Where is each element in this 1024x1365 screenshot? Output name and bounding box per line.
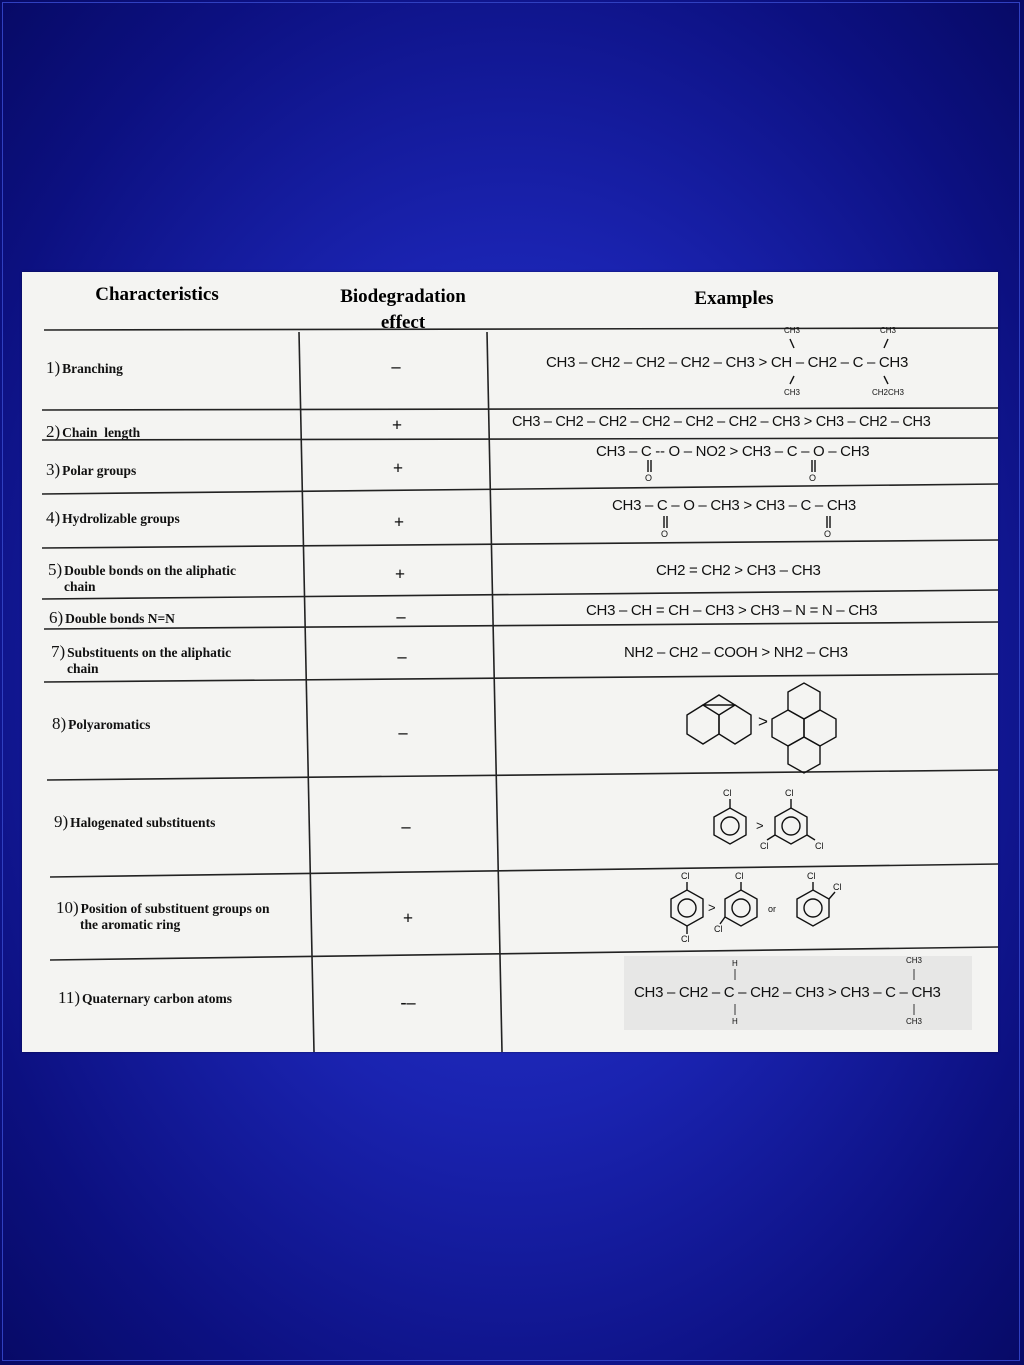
r1-bot-left: CH3 (784, 388, 801, 397)
row-text-2: chain (64, 579, 96, 594)
row-text: Hydrolizable groups (62, 511, 180, 526)
example-row-6: CH3 – CH = CH – CH3 > CH3 – N = N – CH3 (586, 602, 878, 619)
row-4-label (46, 510, 180, 527)
row-text: Position of substituent groups on (80, 901, 270, 916)
r10-cl-5: Cl (807, 871, 816, 881)
row-text-2: chain (67, 661, 99, 676)
example-row-1: CH3 – CH2 – CH2 – CH2 – CH3 > CH – CH2 – C – CH3 (546, 354, 908, 371)
example-row-2: CH3 – CH2 – CH2 – CH2 – CH2 – CH2 – CH3 > CH3 – CH2 – CH3 (512, 414, 931, 430)
header-characteristics: Characteristics (95, 284, 219, 305)
row-text: Halogenated substituents (70, 815, 216, 830)
row-2-label (46, 424, 140, 441)
row-10-label (56, 900, 269, 933)
r1-bot-right: CH2CH3 (872, 388, 905, 397)
row-10-or: or (768, 904, 777, 914)
r9-cl-3: Cl (760, 841, 769, 851)
row-number: 4) (46, 508, 61, 527)
row-5-label (48, 562, 236, 595)
r9-cl-2: Cl (785, 788, 794, 798)
row-number: 8) (52, 714, 67, 733)
row-number: 9) (54, 812, 69, 831)
row-5-effect: + (394, 564, 406, 584)
row-text: Polyaromatics (68, 717, 151, 732)
row-text-2: the aromatic ring (80, 917, 181, 932)
r3-o-right: O (809, 473, 817, 483)
r11-ch3-bot: CH3 (906, 1017, 923, 1026)
row-9-gt: > (756, 818, 764, 833)
row-9-label (54, 814, 215, 831)
scanned-table (22, 272, 998, 1052)
row-number: 2) (46, 422, 61, 441)
r1-top-left: CH3 (784, 326, 801, 335)
row-1-label (46, 360, 123, 377)
r10-cl-3: Cl (735, 871, 744, 881)
row-number: 6) (49, 608, 64, 627)
r11-ch3-top: CH3 (906, 956, 923, 965)
r3-o-left: O (645, 473, 653, 483)
row-3-label (46, 462, 136, 479)
header-examples: Examples (694, 288, 774, 309)
header-effect (318, 284, 488, 336)
r9-cl-4: Cl (815, 841, 824, 851)
example-row-7: NH2 – CH2 – COOH > NH2 – CH3 (624, 644, 848, 661)
row-9-effect: – (401, 816, 411, 836)
example-row-3: CH3 – C -- O – NO2 > CH3 – C – O – CH3 (596, 443, 870, 460)
row-text: Double bonds N=N (65, 611, 175, 626)
row-6-effect: – (396, 606, 406, 626)
row-6-label (49, 610, 175, 627)
example-row-4: CH3 – C – O – CH3 > CH3 – C – CH3 (612, 497, 856, 514)
row-text: Polar groups (62, 463, 137, 478)
row-number: 11) (58, 988, 81, 1007)
row-text: Quaternary carbon atoms (82, 991, 233, 1006)
r10-cl-4: Cl (714, 924, 723, 934)
row-3-effect: + (392, 458, 404, 478)
r1-top-right: CH3 (880, 326, 897, 335)
r4-o-right: O (824, 529, 832, 539)
row-8-label (52, 716, 150, 733)
row-text: Double bonds on the aliphatic (64, 563, 236, 578)
row-1-effect: – (391, 356, 401, 376)
r11-h-bot: H (732, 1017, 738, 1026)
row-number: 10) (56, 898, 79, 917)
row-text: Substituents on the aliphatic (67, 645, 232, 660)
row-number: 1) (46, 358, 61, 377)
r4-o-left: O (661, 529, 669, 539)
row-7-effect: – (397, 646, 407, 666)
row-text: Branching (62, 361, 123, 376)
row-7-label (51, 644, 231, 677)
row-number: 5) (48, 560, 63, 579)
row-number: 3) (46, 460, 61, 479)
row-8-gt: > (758, 712, 768, 731)
header-effect-line1: Biodegradation (340, 286, 466, 307)
r10-cl-1: Cl (681, 871, 690, 881)
r10-cl-6: Cl (833, 882, 842, 892)
row-2-effect: + (391, 415, 403, 435)
example-row-11: CH3 – CH2 – C – CH2 – CH3 > CH3 – C – CH3 (634, 984, 941, 1001)
row-10-gt: > (708, 900, 716, 915)
row-4-effect: + (393, 512, 405, 532)
r10-cl-2: Cl (681, 934, 690, 944)
header-effect-line2: effect (380, 312, 426, 333)
r9-cl-1: Cl (723, 788, 732, 798)
row-8-effect: – (398, 722, 408, 742)
example-row-5: CH2 = CH2 > CH3 – CH3 (656, 562, 821, 579)
row-10-effect: + (402, 908, 414, 928)
row-text: Chain length (62, 425, 141, 440)
row-11-effect: -– (400, 992, 416, 1012)
row-number: 7) (51, 642, 66, 661)
r11-h-top: H (732, 959, 738, 968)
row-11-label (58, 990, 232, 1007)
